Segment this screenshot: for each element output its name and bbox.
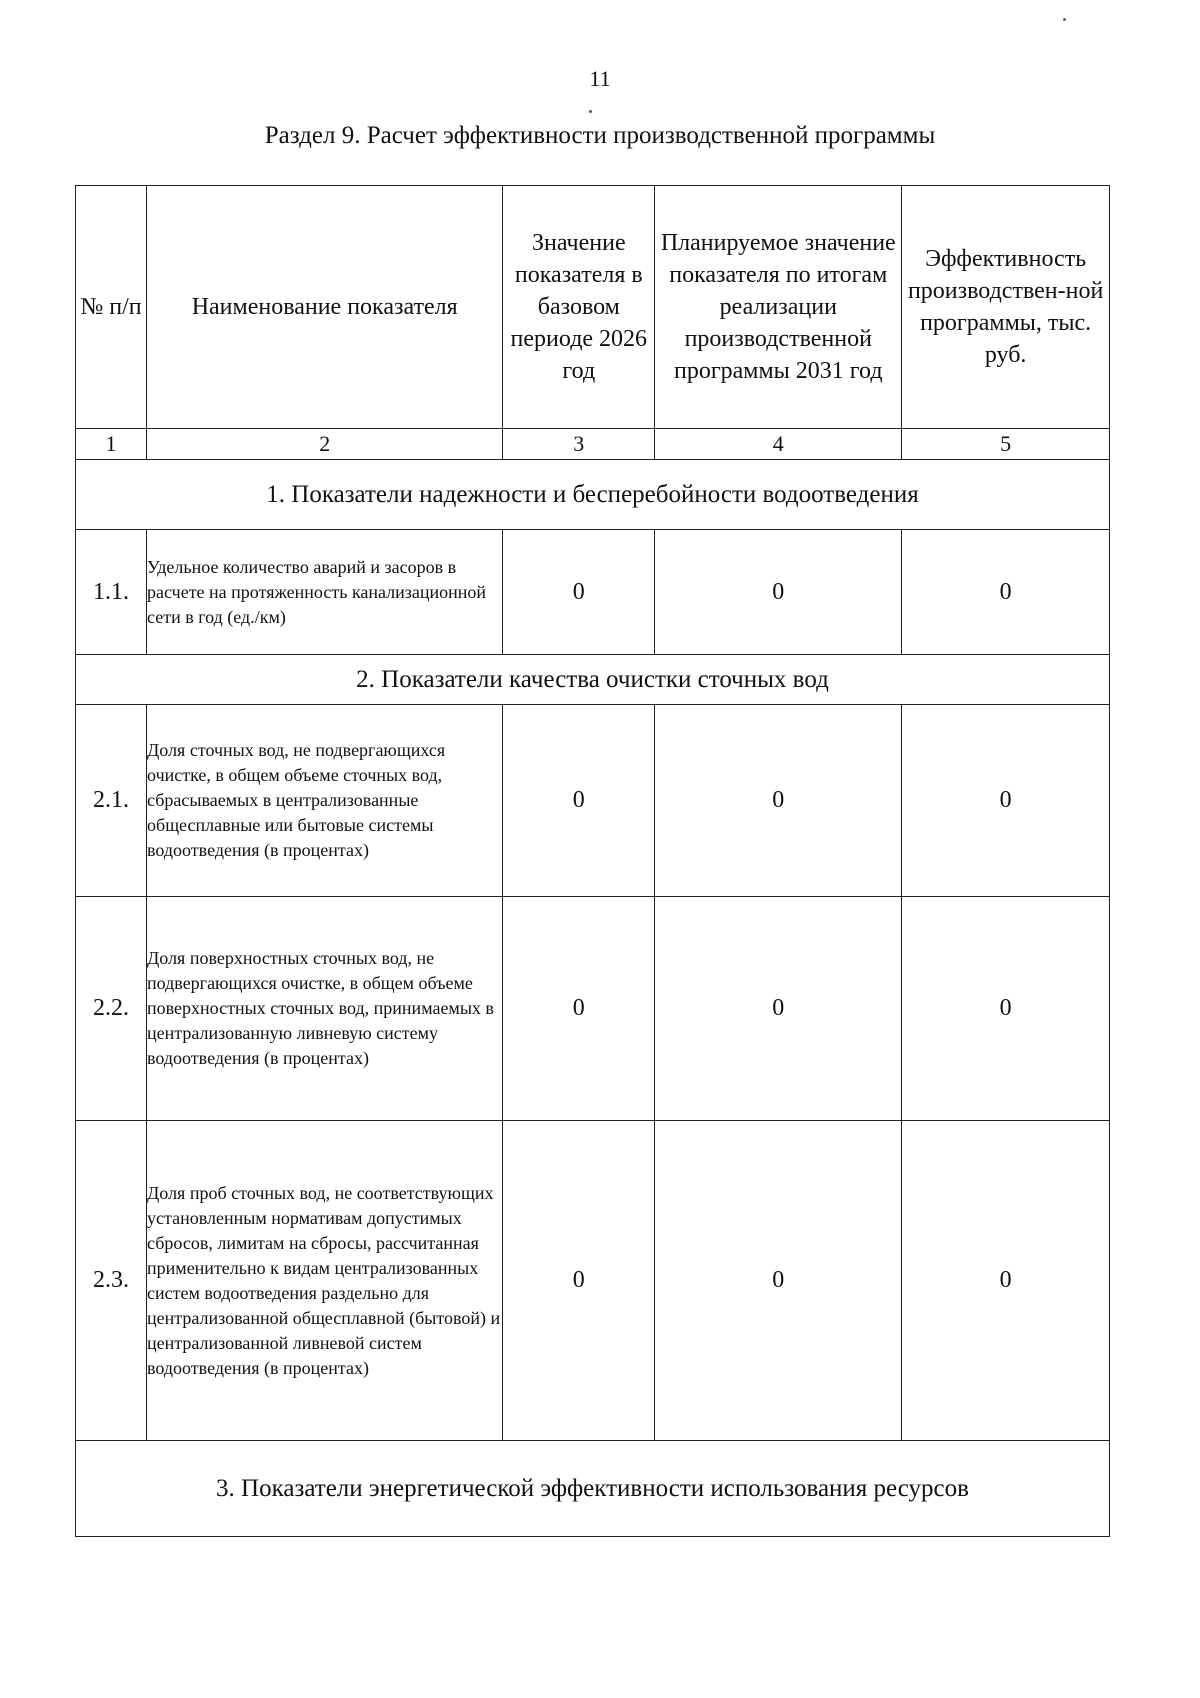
section-row — [76, 655, 1110, 705]
indicator-name: Удельное количество аварий и засоров в расчете на протяженность канализационной сети в год (ед./км) — [147, 530, 503, 655]
table-row — [76, 530, 1110, 655]
efficiency-value: 0 — [902, 1121, 1110, 1441]
efficiency-value: 0 — [902, 705, 1110, 897]
section-title: Раздел 9. Расчет эффективности производственной программы — [264, 122, 936, 149]
planned-value: 0 — [655, 897, 902, 1121]
efficiency-table — [75, 185, 1110, 1537]
indicator-name: Доля сточных вод, не подвергающихся очистке, в общем объеме сточных вод, сбрасываемых в централизованные общесплавные или бытовые системы водоотведения (в процентах) — [147, 705, 503, 897]
planned-value: 0 — [655, 530, 902, 655]
header-row — [76, 186, 1110, 429]
planned-value: 0 — [655, 1121, 902, 1441]
column-number: 1 — [76, 429, 147, 460]
row-number: 2.1. — [76, 705, 147, 897]
indicator-name: Доля проб сточных вод, не соответствующих установленным нормативам допустимых сбросов, лимитам на сбросы, рассчитанная применительно к видам централизованных систем водоотведения раздельно для централизованной общесплавной (бытовой) и централизованной ливневой систем водоотведения (в процентах) — [147, 1121, 503, 1441]
base-value: 0 — [503, 705, 655, 897]
row-number: 2.3. — [76, 1121, 147, 1441]
row-number: 2.2. — [76, 897, 147, 1121]
header-indicator-name: Наименование показателя — [147, 186, 503, 429]
section-row — [76, 460, 1110, 530]
indicator-name: Доля поверхностных сточных вод, не подвергающихся очистке, в общем объеме поверхностных сточных вод, принимаемых в централизованную ливневую систему водоотведения (в процентах) — [147, 897, 503, 1121]
header-planned-value: Планируемое значение показателя по итогам реализации производственной программы 2031 год — [655, 186, 902, 429]
section-heading: 3. Показатели энергетической эффективности использования ресурсов — [76, 1441, 1110, 1537]
efficiency-value: 0 — [902, 530, 1110, 655]
table-row — [76, 897, 1110, 1121]
section-heading: 2. Показатели качества очистки сточных вод — [76, 655, 1110, 705]
section-heading: 1. Показатели надежности и бесперебойности водоотведения — [76, 460, 1110, 530]
section-row — [76, 1441, 1110, 1537]
column-number: 4 — [655, 429, 902, 460]
scan-dot — [589, 110, 592, 113]
table-row — [76, 705, 1110, 897]
planned-value: 0 — [655, 705, 902, 897]
header-number: № п/п — [76, 186, 147, 429]
base-value: 0 — [503, 897, 655, 1121]
column-number: 5 — [902, 429, 1110, 460]
column-number: 2 — [147, 429, 503, 460]
efficiency-value: 0 — [902, 897, 1110, 1121]
row-number: 1.1. — [76, 530, 147, 655]
scan-dot — [1063, 18, 1066, 21]
base-value: 0 — [503, 530, 655, 655]
header-efficiency: Эффективность производствен-ной программы, тыс. руб. — [902, 186, 1110, 429]
base-value: 0 — [503, 1121, 655, 1441]
column-number: 3 — [503, 429, 655, 460]
table-row — [76, 1121, 1110, 1441]
column-number-row — [76, 429, 1110, 460]
header-base-value: Значение показателя в базовом периоде 2026 год — [503, 186, 655, 429]
page-number: 11 — [589, 66, 611, 91]
